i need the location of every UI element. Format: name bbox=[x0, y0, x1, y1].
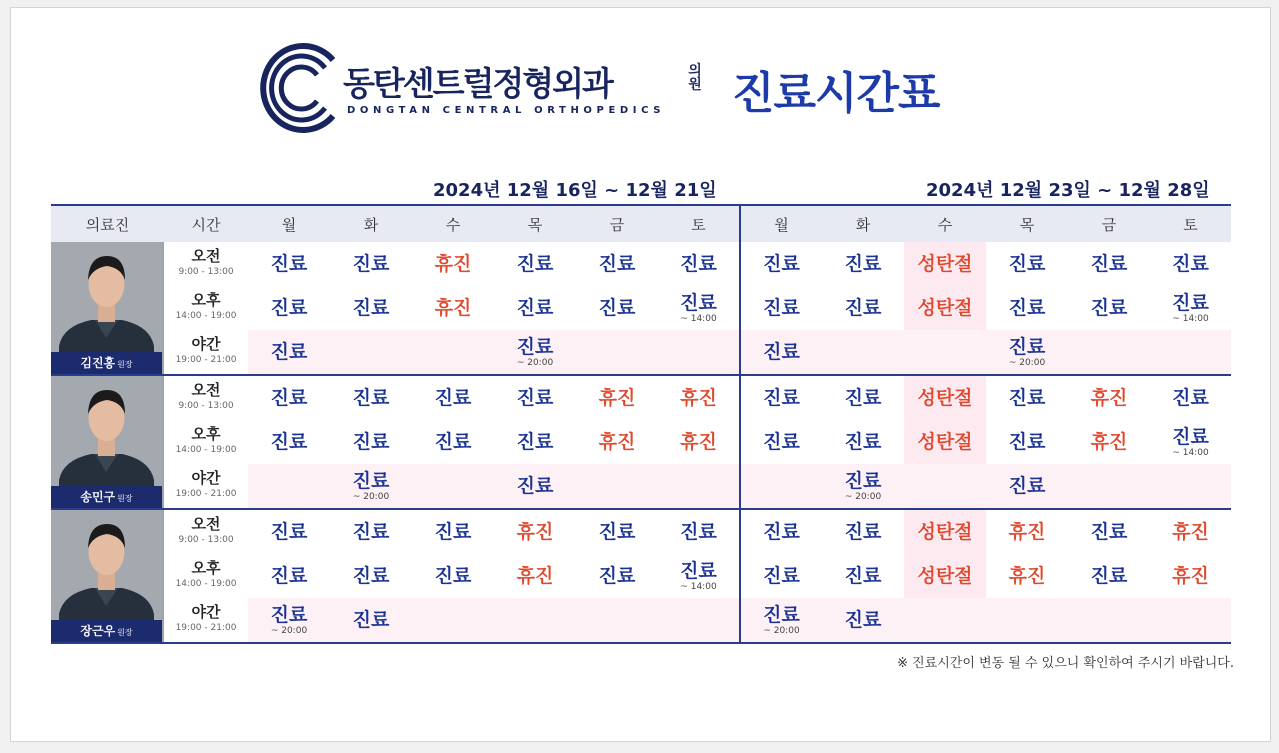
time-slot-cell bbox=[164, 242, 248, 286]
schedule-cell bbox=[412, 554, 494, 598]
header-day: 수 bbox=[412, 205, 494, 242]
schedule-status: 휴진 bbox=[1008, 565, 1046, 587]
schedule-cell bbox=[330, 598, 412, 643]
header-day: 월 bbox=[740, 205, 822, 242]
schedule-cell bbox=[412, 330, 494, 375]
schedule-cell bbox=[822, 554, 904, 598]
schedule-cell bbox=[904, 554, 986, 598]
schedule-cell bbox=[904, 509, 986, 554]
schedule-cell bbox=[904, 375, 986, 420]
schedule-status: 진료 bbox=[844, 431, 882, 453]
schedule-status: 휴진 bbox=[434, 253, 472, 275]
schedule-status: 성탄절 bbox=[917, 565, 973, 587]
time-period: 오후 bbox=[191, 559, 221, 577]
time-period: 야간 bbox=[191, 335, 221, 353]
schedule-cell bbox=[330, 420, 412, 464]
schedule-cell bbox=[248, 464, 330, 509]
schedule-status: 휴진 bbox=[1172, 565, 1209, 587]
schedule-cell bbox=[658, 464, 740, 509]
schedule-table bbox=[51, 204, 1231, 644]
schedule-status: 휴진 bbox=[1172, 521, 1209, 543]
schedule-status: 진료 bbox=[763, 565, 800, 587]
schedule-status: 진료 bbox=[680, 253, 717, 275]
schedule-cell bbox=[248, 286, 330, 330]
schedule-status: 진료 bbox=[270, 431, 308, 453]
schedule-status: 진료 bbox=[680, 521, 717, 543]
schedule-end-time: ~ 14:00 bbox=[680, 581, 717, 592]
time-period: 야간 bbox=[191, 469, 221, 487]
schedule-cell bbox=[1068, 375, 1150, 420]
schedule-cell bbox=[904, 330, 986, 375]
header-day: 목 bbox=[494, 205, 576, 242]
header-row bbox=[51, 205, 1231, 242]
schedule-cell bbox=[986, 464, 1068, 509]
schedule-end-time: ~ 20:00 bbox=[763, 625, 800, 636]
schedule-cell bbox=[248, 554, 330, 598]
header-day: 목 bbox=[986, 205, 1068, 242]
schedule-end-time: ~ 20:00 bbox=[352, 491, 390, 502]
schedule-status: 진료 bbox=[1172, 253, 1209, 275]
time-slot-cell bbox=[164, 464, 248, 509]
schedule-cell bbox=[986, 375, 1068, 420]
schedule-status: 진료 bbox=[516, 387, 554, 409]
schedule-status: 진료 bbox=[434, 387, 472, 409]
doctor-cell bbox=[51, 375, 164, 509]
schedule-cell bbox=[740, 598, 822, 643]
schedule-cell bbox=[576, 420, 658, 464]
time-period: 오후 bbox=[191, 291, 221, 309]
footnote: ※ 진료시간이 변동 될 수 있으니 확인하여 주시기 바랍니다. bbox=[897, 656, 1234, 671]
schedule-cell bbox=[412, 598, 494, 643]
time-slot-cell bbox=[164, 420, 248, 464]
schedule-end-time: ~ 20:00 bbox=[1008, 357, 1046, 368]
schedule-status: 성탄절 bbox=[917, 253, 973, 275]
schedule-status: 진료 bbox=[1008, 335, 1046, 358]
time-period: 오전 bbox=[191, 381, 221, 399]
schedule-status: 진료 bbox=[844, 297, 882, 319]
schedule-status: 진료 bbox=[1172, 291, 1209, 314]
doctor-photo bbox=[51, 376, 162, 508]
schedule-cell bbox=[740, 375, 822, 420]
schedule-row bbox=[51, 242, 1231, 286]
doctor-name: 김진홍 bbox=[80, 356, 116, 370]
week-range-1: 2024년 12월 16일 ~ 12월 21일 bbox=[433, 180, 717, 201]
schedule-cell bbox=[904, 242, 986, 286]
schedule-status: 진료 bbox=[516, 431, 554, 453]
time-slot-cell bbox=[164, 598, 248, 643]
time-period: 야간 bbox=[191, 603, 221, 621]
schedule-cell bbox=[330, 375, 412, 420]
schedule-cell bbox=[740, 509, 822, 554]
schedule-status: 진료 bbox=[352, 565, 390, 587]
time-range: 9:00 - 13:00 bbox=[178, 267, 234, 277]
schedule-cell bbox=[986, 330, 1068, 375]
schedule-status: 진료 bbox=[352, 387, 390, 409]
schedule-cell bbox=[1068, 286, 1150, 330]
doctor-role: 원장 bbox=[117, 628, 133, 637]
schedule-cell bbox=[904, 286, 986, 330]
schedule-status: 진료 bbox=[844, 521, 882, 543]
schedule-status: 진료 bbox=[1090, 565, 1128, 587]
schedule-cell bbox=[904, 598, 986, 643]
schedule-cell bbox=[412, 286, 494, 330]
schedule-cell bbox=[658, 242, 740, 286]
schedule-cell bbox=[1068, 330, 1150, 375]
schedule-status: 진료 bbox=[434, 521, 472, 543]
header-time: 시간 bbox=[164, 205, 248, 242]
time-period: 오전 bbox=[191, 515, 221, 533]
doctor-role: 원장 bbox=[117, 494, 133, 503]
schedule-cell bbox=[986, 598, 1068, 643]
schedule-cell bbox=[658, 554, 740, 598]
schedule-status: 진료 bbox=[844, 253, 882, 275]
schedule-status: 진료 bbox=[352, 253, 390, 275]
schedule-cell bbox=[740, 464, 822, 509]
schedule-status: 성탄절 bbox=[917, 521, 973, 543]
schedule-cell bbox=[576, 554, 658, 598]
schedule-end-time: ~ 20:00 bbox=[270, 625, 308, 636]
header-day: 토 bbox=[1150, 205, 1231, 242]
schedule-status: 진료 bbox=[516, 297, 554, 319]
time-slot-cell bbox=[164, 286, 248, 330]
schedule-row bbox=[51, 420, 1231, 464]
schedule-cell bbox=[576, 598, 658, 643]
schedule-cell bbox=[576, 509, 658, 554]
doctor-cell bbox=[51, 509, 164, 643]
schedule-row bbox=[51, 286, 1231, 330]
schedule-cell bbox=[330, 464, 412, 509]
schedule-cell bbox=[822, 242, 904, 286]
schedule-status: 휴진 bbox=[1090, 387, 1128, 409]
schedule-cell bbox=[330, 330, 412, 375]
clinic-name-suffix: 의원 bbox=[688, 63, 702, 93]
time-period: 오후 bbox=[191, 425, 221, 443]
clinic-name-korean: 동탄센트럴정형외과 bbox=[343, 64, 612, 103]
schedule-status: 휴진 bbox=[434, 297, 472, 319]
schedule-cell bbox=[1150, 375, 1231, 420]
schedule-end-time: ~ 14:00 bbox=[680, 313, 717, 324]
schedule-status: 진료 bbox=[1172, 425, 1209, 448]
schedule-cell bbox=[986, 509, 1068, 554]
schedule-row bbox=[51, 464, 1231, 509]
schedule-status: 진료 bbox=[1090, 253, 1128, 275]
schedule-status: 휴진 bbox=[516, 521, 554, 543]
schedule-cell bbox=[658, 509, 740, 554]
schedule-cell bbox=[658, 420, 740, 464]
schedule-status: 진료 bbox=[270, 341, 308, 363]
schedule-status: 진료 bbox=[763, 387, 800, 409]
time-range: 9:00 - 13:00 bbox=[178, 535, 234, 545]
time-range: 19:00 - 21:00 bbox=[175, 623, 237, 633]
schedule-status: 진료 bbox=[270, 253, 308, 275]
schedule-status: 진료 bbox=[598, 565, 636, 587]
schedule-status: 진료 bbox=[680, 291, 717, 314]
schedule-cell bbox=[986, 286, 1068, 330]
schedule-status: 진료 bbox=[598, 253, 636, 275]
doctor-name: 송민구 bbox=[80, 490, 116, 504]
schedule-status: 진료 bbox=[763, 603, 800, 626]
schedule-row bbox=[51, 375, 1231, 420]
schedule-status: 진료 bbox=[763, 341, 800, 363]
schedule-cell bbox=[986, 242, 1068, 286]
schedule-status: 진료 bbox=[352, 469, 390, 492]
schedule-cell bbox=[576, 375, 658, 420]
time-range: 14:00 - 19:00 bbox=[175, 579, 237, 589]
schedule-status: 진료 bbox=[270, 297, 308, 319]
schedule-status: 진료 bbox=[1090, 521, 1128, 543]
doctor-role: 원장 bbox=[117, 360, 133, 369]
time-range: 9:00 - 13:00 bbox=[178, 401, 234, 411]
schedule-status: 진료 bbox=[1008, 431, 1046, 453]
schedule-cell bbox=[494, 420, 576, 464]
schedule-status: 진료 bbox=[1172, 387, 1209, 409]
schedule-cell bbox=[1150, 420, 1231, 464]
time-slot-cell bbox=[164, 509, 248, 554]
schedule-cell bbox=[740, 420, 822, 464]
schedule-status: 휴진 bbox=[680, 431, 717, 453]
schedule-cell bbox=[986, 420, 1068, 464]
schedule-status: 진료 bbox=[1008, 475, 1046, 497]
schedule-cell bbox=[494, 330, 576, 375]
schedule-cell bbox=[330, 242, 412, 286]
schedule-end-time: ~ 14:00 bbox=[1172, 313, 1209, 324]
schedule-cell bbox=[1150, 554, 1231, 598]
schedule-cell bbox=[1150, 598, 1231, 643]
schedule-status: 진료 bbox=[763, 253, 800, 275]
clinic-name-english: DONGTAN CENTRAL ORTHOPEDICS bbox=[347, 105, 666, 116]
schedule-cell bbox=[330, 509, 412, 554]
schedule-status: 진료 bbox=[516, 253, 554, 275]
schedule-status: 휴진 bbox=[1008, 521, 1046, 543]
schedule-cell bbox=[822, 286, 904, 330]
schedule-cell bbox=[494, 598, 576, 643]
schedule-cell bbox=[1150, 509, 1231, 554]
schedule-status: 진료 bbox=[270, 521, 308, 543]
header-day: 금 bbox=[576, 205, 658, 242]
header-day: 화 bbox=[330, 205, 412, 242]
schedule-row bbox=[51, 509, 1231, 554]
doctor-photo bbox=[51, 510, 162, 642]
week-range-2: 2024년 12월 23일 ~ 12월 28일 bbox=[926, 180, 1210, 201]
schedule-end-time: ~ 20:00 bbox=[844, 491, 882, 502]
schedule-status: 진료 bbox=[352, 609, 390, 631]
schedule-cell bbox=[412, 420, 494, 464]
clinic-logo-icon bbox=[255, 42, 339, 134]
schedule-cell bbox=[822, 330, 904, 375]
schedule-status: 진료 bbox=[270, 603, 308, 626]
schedule-status: 진료 bbox=[1008, 253, 1046, 275]
time-period: 오전 bbox=[191, 247, 221, 265]
schedule-cell bbox=[740, 242, 822, 286]
header-day: 월 bbox=[248, 205, 330, 242]
schedule-cell bbox=[822, 420, 904, 464]
schedule-status: 휴진 bbox=[1090, 431, 1128, 453]
schedule-cell bbox=[494, 375, 576, 420]
schedule-cell bbox=[1068, 242, 1150, 286]
schedule-cell bbox=[412, 509, 494, 554]
schedule-cell bbox=[822, 375, 904, 420]
schedule-cell bbox=[658, 286, 740, 330]
schedule-status: 진료 bbox=[352, 521, 390, 543]
schedule-cell bbox=[1068, 509, 1150, 554]
doctor-nameplate bbox=[51, 352, 162, 374]
schedule-row bbox=[51, 554, 1231, 598]
time-slot-cell bbox=[164, 554, 248, 598]
schedule-status: 휴진 bbox=[516, 565, 554, 587]
doctor-photo bbox=[51, 242, 162, 374]
schedule-status: 진료 bbox=[1090, 297, 1128, 319]
header-day: 금 bbox=[1068, 205, 1150, 242]
time-range: 19:00 - 21:00 bbox=[175, 355, 237, 365]
schedule-status: 진료 bbox=[680, 559, 717, 582]
time-slot-cell bbox=[164, 375, 248, 420]
schedule-status: 진료 bbox=[270, 565, 308, 587]
time-range: 14:00 - 19:00 bbox=[175, 445, 237, 455]
header-day: 토 bbox=[658, 205, 740, 242]
schedule-cell bbox=[1068, 464, 1150, 509]
schedule-status: 진료 bbox=[270, 387, 308, 409]
doctor-nameplate bbox=[51, 620, 162, 642]
schedule-cell bbox=[576, 242, 658, 286]
schedule-cell bbox=[330, 286, 412, 330]
schedule-status: 휴진 bbox=[680, 387, 717, 409]
schedule-cell bbox=[494, 242, 576, 286]
doctor-nameplate bbox=[51, 486, 162, 508]
schedule-cell bbox=[1068, 420, 1150, 464]
schedule-status: 성탄절 bbox=[917, 387, 973, 409]
schedule-cell bbox=[248, 598, 330, 643]
schedule-cell bbox=[412, 464, 494, 509]
schedule-cell bbox=[1150, 286, 1231, 330]
schedule-cell bbox=[740, 286, 822, 330]
schedule-cell bbox=[904, 464, 986, 509]
schedule-status: 진료 bbox=[844, 469, 882, 492]
schedule-cell bbox=[576, 330, 658, 375]
schedule-cell bbox=[412, 375, 494, 420]
schedule-status: 진료 bbox=[516, 335, 554, 358]
schedule-cell bbox=[740, 330, 822, 375]
schedule-status: 진료 bbox=[598, 521, 636, 543]
schedule-cell bbox=[822, 509, 904, 554]
schedule-cell bbox=[248, 330, 330, 375]
time-range: 14:00 - 19:00 bbox=[175, 311, 237, 321]
schedule-end-time: ~ 20:00 bbox=[516, 357, 554, 368]
schedule-cell bbox=[1150, 330, 1231, 375]
schedule-cell bbox=[494, 509, 576, 554]
doctor-name: 장근우 bbox=[80, 624, 116, 638]
schedule-cell bbox=[1068, 554, 1150, 598]
schedule-status: 진료 bbox=[516, 475, 554, 497]
header-day: 화 bbox=[822, 205, 904, 242]
schedule-cell bbox=[1068, 598, 1150, 643]
schedule-cell bbox=[248, 509, 330, 554]
schedule-status: 진료 bbox=[352, 431, 390, 453]
schedule-cell bbox=[248, 375, 330, 420]
schedule-status: 진료 bbox=[1008, 297, 1046, 319]
schedule-cell bbox=[904, 420, 986, 464]
schedule-row bbox=[51, 598, 1231, 643]
schedule-cell bbox=[1150, 242, 1231, 286]
schedule-status: 진료 bbox=[844, 387, 882, 409]
schedule-status: 진료 bbox=[763, 431, 800, 453]
time-slot-cell bbox=[164, 330, 248, 375]
schedule-cell bbox=[740, 554, 822, 598]
schedule-cell bbox=[494, 554, 576, 598]
schedule-end-time: ~ 14:00 bbox=[1172, 447, 1209, 458]
schedule-cell bbox=[494, 286, 576, 330]
schedule-status: 성탄절 bbox=[917, 297, 973, 319]
schedule-status: 성탄절 bbox=[917, 431, 973, 453]
schedule-status: 진료 bbox=[352, 297, 390, 319]
page-title: 진료시간표 bbox=[732, 68, 940, 119]
doctor-cell bbox=[51, 242, 164, 375]
header-day: 수 bbox=[904, 205, 986, 242]
schedule-cell bbox=[822, 464, 904, 509]
schedule-status: 휴진 bbox=[598, 387, 636, 409]
schedule-cell bbox=[330, 554, 412, 598]
schedule-status: 진료 bbox=[434, 431, 472, 453]
schedule-cell bbox=[658, 375, 740, 420]
time-range: 19:00 - 21:00 bbox=[175, 489, 237, 499]
schedule-cell bbox=[248, 242, 330, 286]
schedule-status: 진료 bbox=[434, 565, 472, 587]
schedule-status: 진료 bbox=[844, 609, 882, 631]
schedule-cell bbox=[248, 420, 330, 464]
schedule-status: 진료 bbox=[763, 297, 800, 319]
schedule-cell bbox=[412, 242, 494, 286]
schedule-cell bbox=[986, 554, 1068, 598]
schedule-status: 진료 bbox=[844, 565, 882, 587]
schedule-status: 진료 bbox=[763, 521, 800, 543]
schedule-status: 진료 bbox=[1008, 387, 1046, 409]
header-doctor: 의료진 bbox=[51, 205, 164, 242]
schedule-cell bbox=[822, 598, 904, 643]
schedule-status: 휴진 bbox=[598, 431, 636, 453]
schedule-cell bbox=[658, 598, 740, 643]
schedule-row bbox=[51, 330, 1231, 375]
schedule-status: 진료 bbox=[598, 297, 636, 319]
schedule-cell bbox=[658, 330, 740, 375]
schedule-cell bbox=[576, 286, 658, 330]
schedule-cell bbox=[494, 464, 576, 509]
schedule-cell bbox=[1150, 464, 1231, 509]
schedule-cell bbox=[576, 464, 658, 509]
